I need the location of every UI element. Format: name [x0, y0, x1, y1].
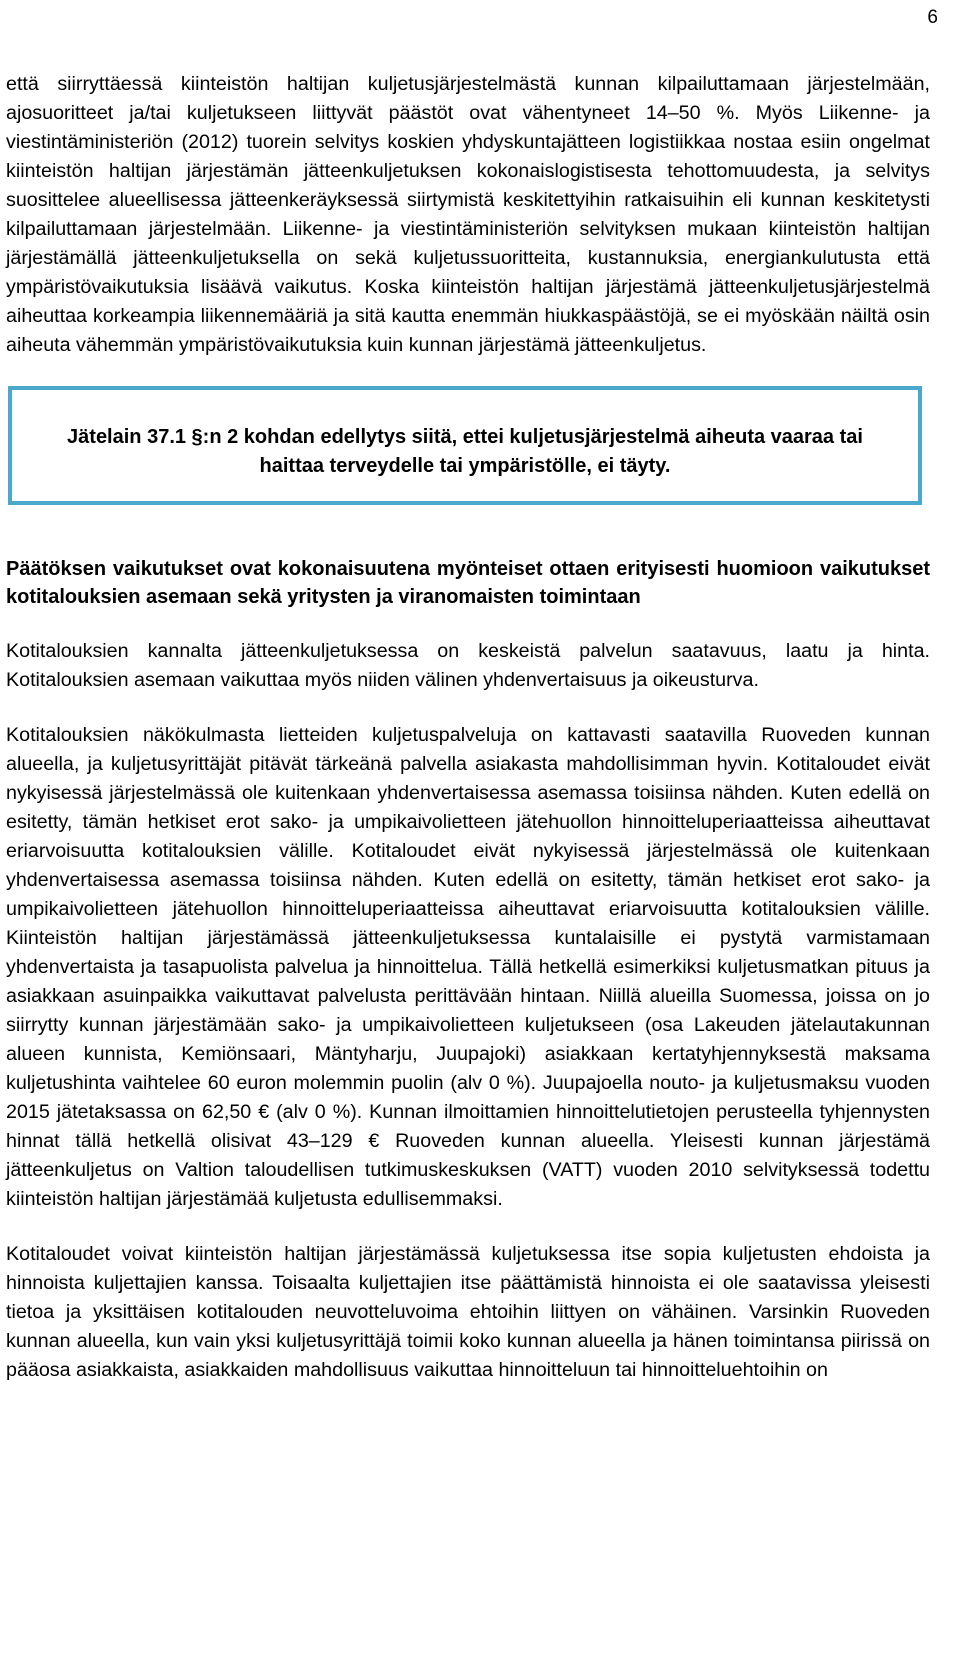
callout-box — [8, 386, 922, 505]
intro-paragraph: että siirryttäessä kiinteistön haltijan kuljetusjärjestelmästä kunnan kilpailuttamaan järjestelmään, ajosuoritteet ja/tai kuljetukseen liittyvät päästöt ovat vähentyneet 14–50 %. Myös Liikenne- ja viestintäministeriön (2012) tuorein selvitys koskien yhdyskuntajätteen logistiikkaa nostaa esiin ongelmat kiinteistön haltijan järjestämän jätteenkuljetuksen kokonaislogistisesta tehottomuudesta, ja selvitys suosittelee alueellisessa jätteenkeräyksessä siirtymistä keskitettyihin ratkaisuihin eli kunnan keskitetysti kilpailuttamaan järjestelmään. Liikenne- ja viestintäministeriön selvityksen mukaan kiinteistön haltijan järjestämällä jätteenkuljetuksella on sekä kuljetussuoritteita, kustannuksia, energiankulutusta että ympäristövaikutuksia lisäävä vaikutus. Koska kiinteistön haltijan järjestämä jätteenkuljetusjärjestelmä aiheuttaa korkeampia liikennemääriä ja sitä kautta enemmän hiukkaspäästöjä, se ei myöskään näiltä osin aiheuta vähemmän ympäristövaikutuksia kuin kunnan järjestämä jätteenkuljetus. — [6, 73, 930, 356]
households-paragraph-2: Kotitalouksien näkökulmasta lietteiden kuljetuspalveluja on kattavasti saatavilla Ruoveden kunnan alueella, ja kuljetusyrittäjät pitävät tärkeänä palvella asiakasta mahdollisimman hyvin. Kotitaloudet eivät nykyisessä järjestelmässä ole kuitenkaan yhdenvertaisessa asemassa toisiinsa nähden. Kuten edellä on esitetty, tämän hetkiset erot sako- ja umpikaivolietteen jätehuollon hinnoitteluperiaatteissa aiheuttavat eriarvoisuutta kotitalouksien välille. Kotitaloudet eivät nykyisessä järjestelmässä ole kuitenkaan yhdenvertaisessa asemassa toisiinsa nähden. Kuten edellä on esitetty, tämän hetkiset erot sako- ja umpikaivolietteen jätehuollon hinnoitteluperiaatteissa aiheuttavat eriarvoisuutta kotitalouksien välille. Kiinteistön haltijan järjestämässä jätteenkuljetuksessa kuntalaisille ei pystytä varmistamaan yhdenvertaista ja tasapuolista palvelua ja hinnoittelua. Tällä hetkellä esimerkiksi kuljetusmatkan pituus ja asiakkaan asuinpaikka vaikuttavat palvelusta perittävään hintaan. Niillä alueilla Suomessa, joissa on jo siirrytty kunnan järjestämään sako- ja umpikaivolietteen kuljetukseen (osa Lakeuden jätelautakunnan alueen kunnista, Kemiönsaari, Mäntyharju, Juupajoki) asiakkaan kertatyhjennyksestä maksama kuljetushinta vaihtelee 60 euron molemmin puolin (alv 0 %). Juupajoella nouto- ja kuljetusmaksu vuoden 2015 jätetaksassa on 62,50 € (alv 0 %). Kunnan ilmoittamien hinnoittelutietojen perusteella tyhjennysten hinnat tällä hetkellä olisivat 43–129 € Ruoveden kunnan alueella. Yleisesti kunnan järjestämä jätteenkuljetus on Valtion taloudellisen tutkimuskeskuksen (VATT) vuoden 2010 selvityksessä todettu kiinteistön haltijan järjestämää kuljetusta edullisemmaksi. — [6, 724, 930, 1210]
section-heading: Päätöksen vaikutukset ovat kokonaisuutena myönteiset ottaen erityisesti huomioon vaikutukset kotitalouksien asemaan sekä yritysten ja viranomaisten toimintaan — [6, 558, 930, 608]
households-paragraph-1: Kotitalouksien kannalta jätteenkuljetuksessa on keskeistä palvelun saatavuus, laatu ja hinta. Kotitalouksien asemaan vaikuttaa myös niiden välinen yhdenvertaisuus ja oikeusturva. — [6, 640, 930, 691]
callout-text: Jätelain 37.1 §:n 2 kohdan edellytys siitä, ettei kuljetusjärjestelmä aiheuta vaaraa tai haittaa terveydelle tai ympäristölle, ei täyty. — [67, 426, 863, 477]
document-body — [6, 70, 930, 1385]
households-paragraph-3: Kotitaloudet voivat kiinteistön haltijan järjestämässä kuljetuksessa itse sopia kuljetusten ehdoista ja hinnoista kuljettajien kanssa. Toisaalta kuljettajien itse päättämistä hinnoista ei ole saatavissa yleisesti tietoa ja yksittäisen kotitalouden neuvotteluvoima ehtoihin liittyen on vähäinen. Varsinkin Ruoveden kunnan alueella, kun vain yksi kuljetusyrittäjä toimii koko kunnan alueella ja hänen toimintansa piirissä on pääosa asiakkaista, asiakkaiden mahdollisuus vaikuttaa hinnoitteluun tai hinnoitteluehtoihin on — [6, 1243, 930, 1381]
page-number: 6 — [927, 7, 938, 28]
